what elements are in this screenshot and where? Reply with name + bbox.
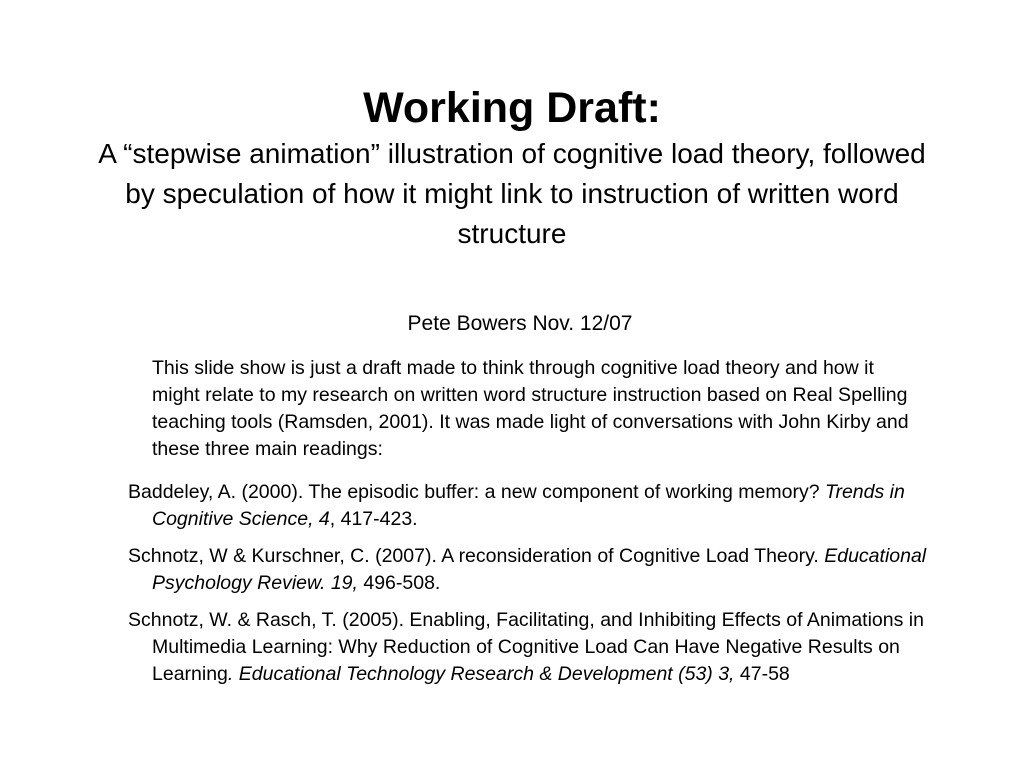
author-date-line: Pete Bowers Nov. 12/07 [407,312,633,335]
reference-pages: 496-508. [357,572,441,594]
reference-source: Educational Psychology Review. 19, [152,545,927,594]
reference-text: Schnotz, W. & Rasch, T. (2005). Enabling, Facilitating, and Inhibiting Effects of Animations in Multimedia Learning: Why Reduction of Cognitive Load Can Have Negative Results on Learning [128,609,924,685]
reference-source: Trends in Cognitive Science, 4 [152,481,905,530]
reference-list [128,479,928,698]
reference-item [128,479,928,533]
reference-item [128,543,928,597]
reference-text: Schnotz, W & Kurschner, C. (2007). A reconsideration of Cognitive Load Theory. [128,545,825,567]
reference-item [128,607,928,688]
slide-subtitle: A “stepwise animation” illustration of cognitive load theory, followed by speculation of how it might link to instruction of written word structure [98,138,926,249]
reference-pages: 47-58 [734,663,790,685]
reference-text: Baddeley, A. (2000). The episodic buffer: a new component of working memory? [128,481,825,503]
reference-pages: , 417-423. [329,508,418,530]
reference-source: . Educational Technology Research & Development (53) 3, [227,663,735,685]
title-block [80,82,944,254]
intro-paragraph: This slide show is just a draft made to think through cognitive load theory and how it might relate to my research on written word structure instruction based on Real Spelling teaching tools (Ramsden, 2001). It was made light of conversations with John Kirby and these three main readings: [152,357,909,460]
slide-title: Working Draft: [363,84,661,132]
